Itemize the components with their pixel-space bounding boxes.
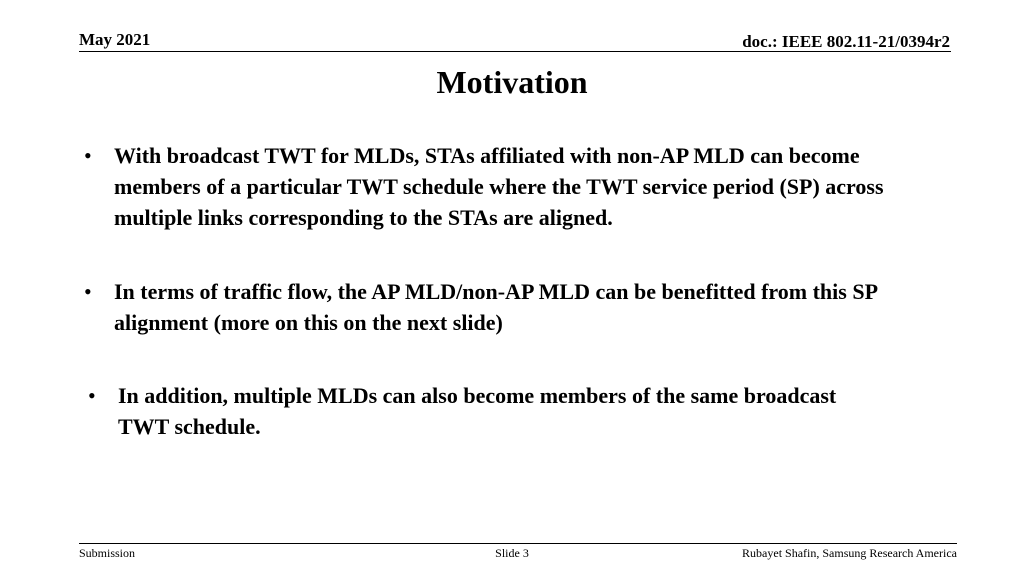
- bullet-item-2: [84, 276, 944, 338]
- bullet-item-1: [84, 140, 914, 233]
- footer-submission: Submission: [79, 546, 136, 560]
- footer-author: Rubayet Shafin, Samsung Research America: [742, 546, 957, 560]
- header-doc-id: doc.: IEEE 802.11-21/0394r2: [742, 32, 950, 51]
- bullet-marker: •: [84, 143, 92, 168]
- bullet-text: In terms of traffic flow, the AP MLD/non-AP MLD can be benefitted from this SP alignment (more on this on the next slide): [114, 279, 877, 335]
- bullet-text: In addition, multiple MLDs can also become members of the same broadcast TWT schedule.: [118, 383, 837, 439]
- header-divider: [79, 51, 951, 52]
- footer-divider: [79, 543, 957, 544]
- bullet-text: With broadcast TWT for MLDs, STAs affiliated with non-AP MLD can become members of a particular TWT schedule where the TWT service period (SP) across multiple links corresponding to the STAs are aligned.: [114, 143, 884, 230]
- footer-slide-number: Slide 3: [495, 546, 529, 560]
- bullet-marker: •: [88, 383, 96, 408]
- bullet-marker: •: [84, 279, 92, 304]
- slide-title: Motivation: [436, 64, 588, 100]
- bullet-item-3: [88, 380, 848, 442]
- header-date: May 2021: [79, 30, 151, 49]
